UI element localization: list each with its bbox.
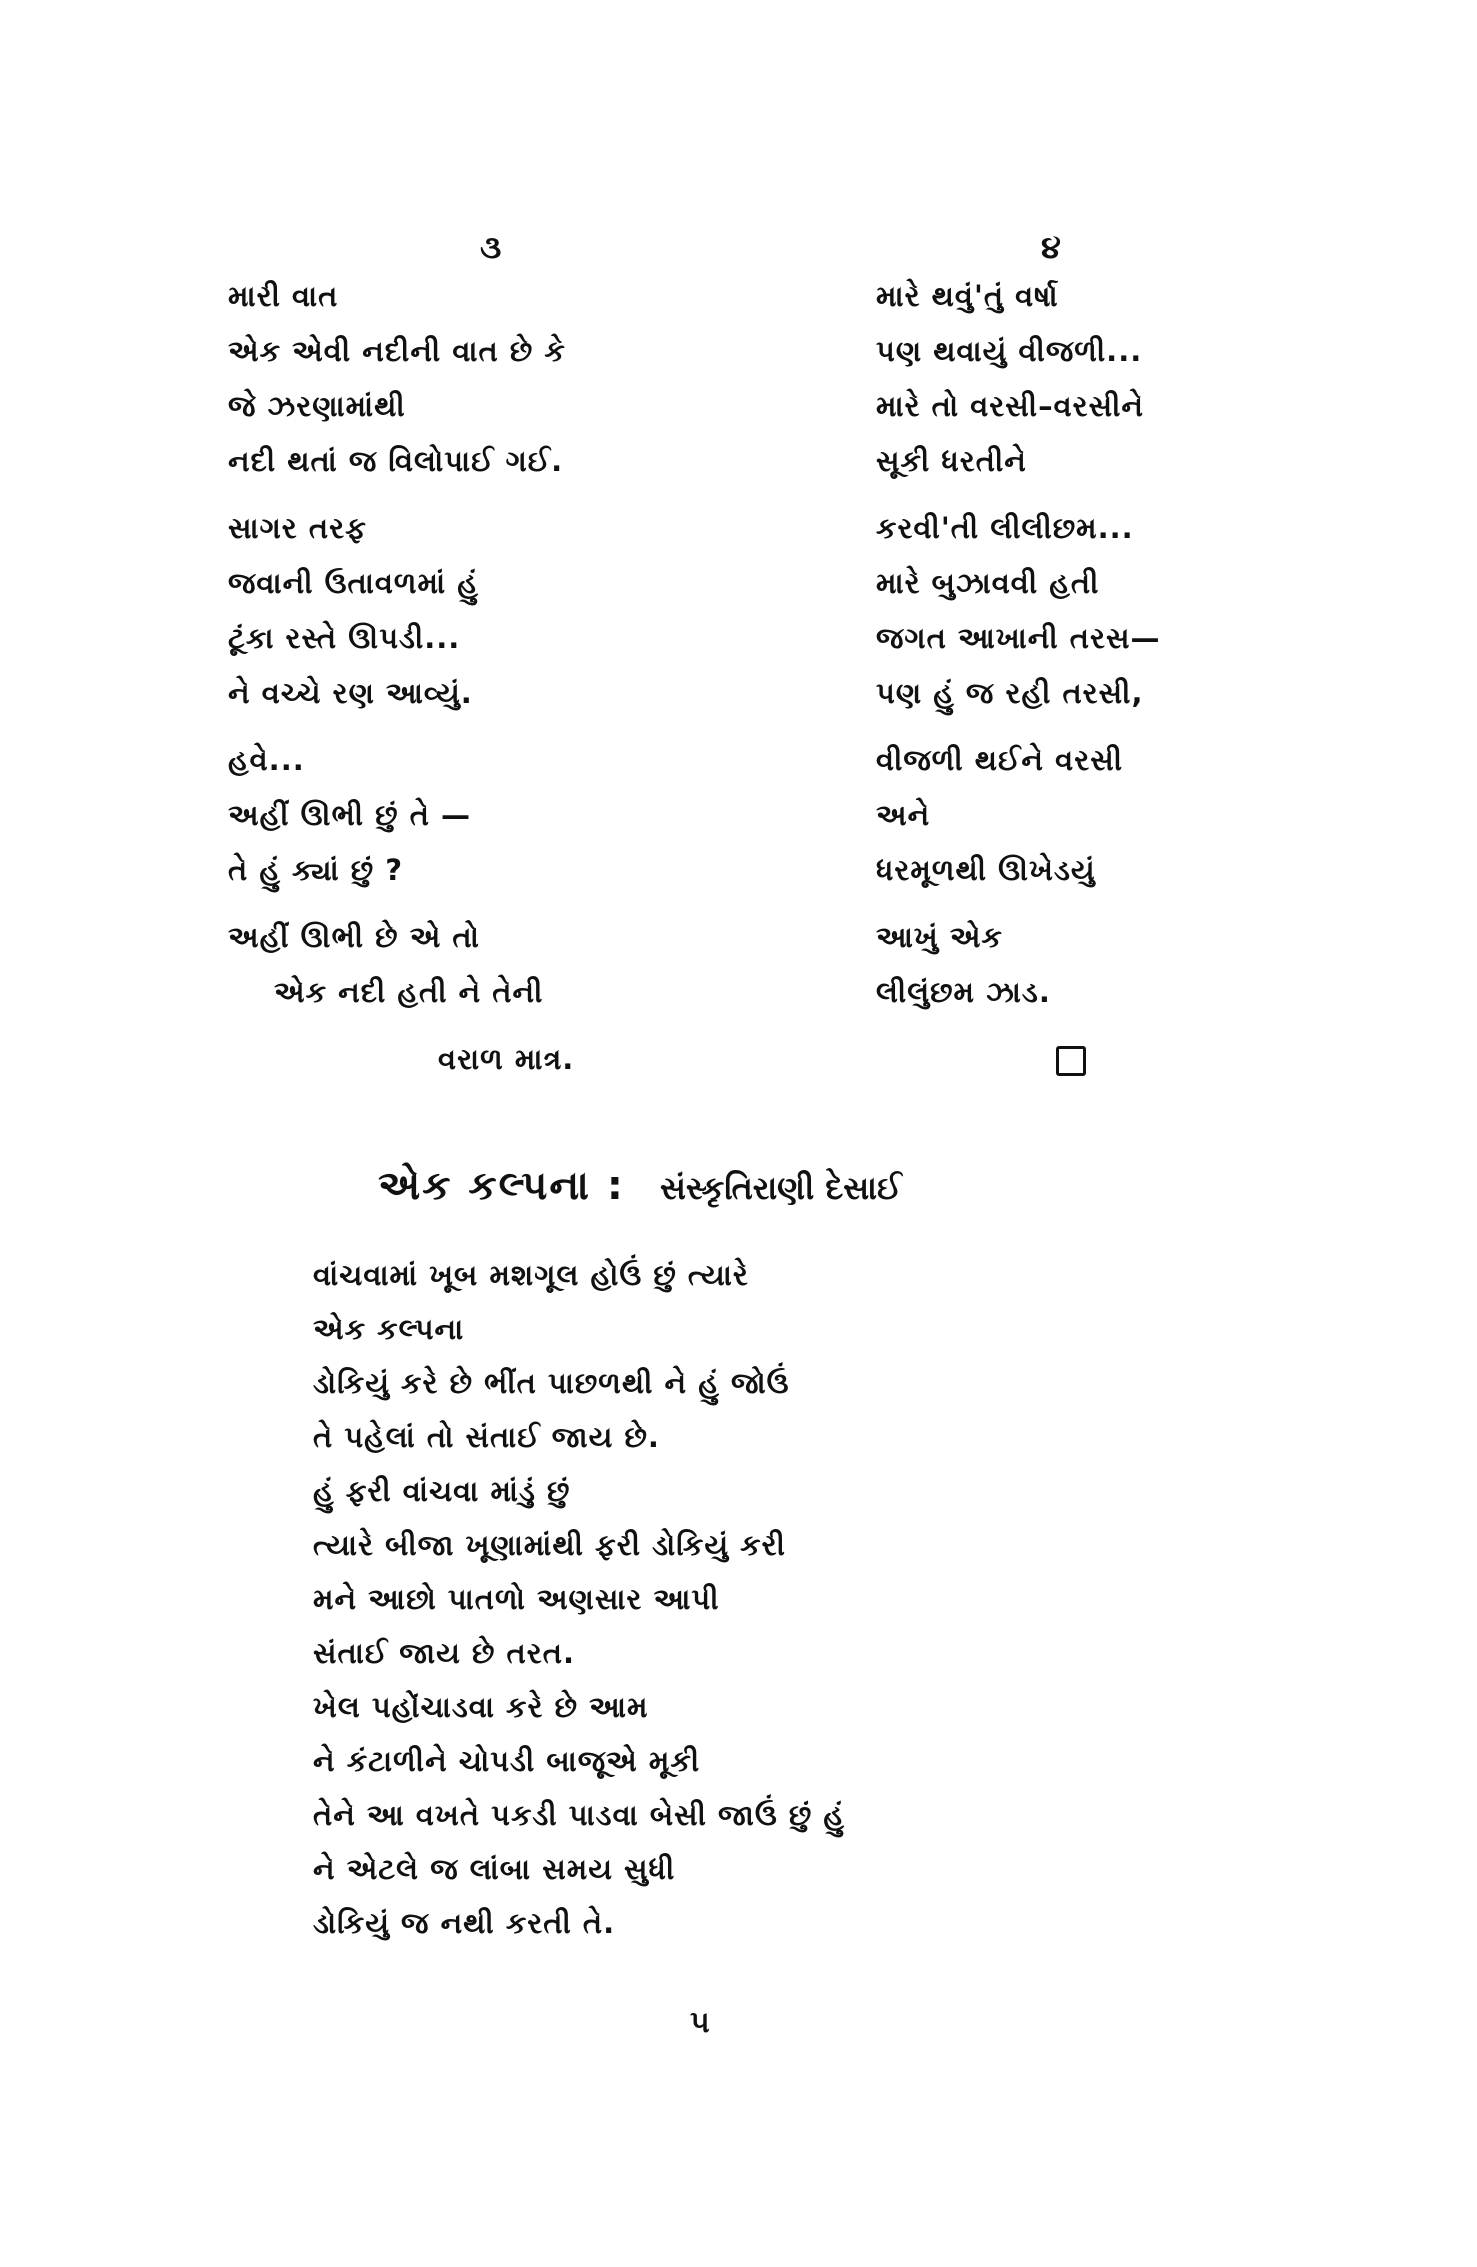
- poem-line: પણ હું જ રહી તરસી,: [876, 676, 1144, 710]
- poem-line: તેને આ વખતે પકડી પાડવા બેસી જાઉં છું હું: [313, 1798, 846, 1832]
- poem-line: વરાળ માત્ર.: [438, 1042, 575, 1076]
- poem-line: સૂકી ધરતીને: [876, 444, 1027, 478]
- poem-line: હું ફરી વાંચવા માંડું છું: [313, 1474, 571, 1508]
- poem-line: એક કલ્પના: [313, 1312, 465, 1346]
- poem-number: ૪: [1041, 228, 1061, 266]
- poem-line: મને આછો પાતળો અણસાર આપી: [313, 1582, 720, 1616]
- poem-line: ત્યારે બીજા ખૂણામાંથી ફરી ડોકિયું કરી: [313, 1528, 786, 1562]
- poem-line: મારે થવું'તું વર્ષા: [876, 279, 1059, 313]
- poem-title: એક કલ્પના :: [378, 1163, 625, 1209]
- poem-number: ૩: [480, 228, 502, 266]
- page-number: ૫: [690, 2005, 710, 2040]
- poem-line: ને એટલે જ લાંબા સમય સુધી: [313, 1852, 676, 1886]
- poem-right-column: [876, 225, 1306, 1087]
- poem-line: સાગર તરફ: [228, 511, 367, 545]
- poem-line: લીલુંછમ ઝાડ.: [876, 975, 1051, 1009]
- poem-line: સંતાઈ જાય છે તરત.: [313, 1636, 575, 1670]
- poem-line: મારે બુઝાવવી હતી: [876, 566, 1100, 600]
- second-poem-body: [313, 1248, 1213, 1950]
- poem-line: ટૂંકા રસ્તે ઊપડી...: [228, 621, 461, 655]
- poem-line: મારી વાત: [228, 279, 339, 313]
- poem-line: હવે...: [228, 743, 305, 777]
- poem-line: વાંચવામાં ખૂબ મશગૂલ હોઉં છું ત્યારે: [313, 1258, 749, 1292]
- poem-line: કરવી'તી લીલીછમ...: [876, 511, 1134, 545]
- poem-line: અહીં ઊભી છે એ તો: [228, 920, 480, 954]
- poem-line: મારે તો વરસી–વરસીને: [876, 389, 1145, 423]
- poem-line: આખું એક: [876, 920, 1003, 954]
- poem-line: અને: [876, 798, 931, 832]
- poem-line: ખેલ પહોંચાડવા કરે છે આમ: [313, 1690, 649, 1724]
- end-mark-line: [876, 1032, 1306, 1087]
- poem-line: તે પહેલાં તો સંતાઈ જાય છે.: [313, 1420, 660, 1454]
- second-poem-heading: [378, 1163, 902, 1209]
- poem-line: એક એવી નદીની વાત છે કે: [228, 334, 566, 368]
- square-end-icon: [1056, 1046, 1086, 1076]
- poem-line: ધરમૂળથી ઊખેડયું: [876, 853, 1096, 887]
- poem-line: ડોકિયું જ નથી કરતી તે.: [313, 1906, 616, 1940]
- poem-line: નદી થતાં જ વિલોપાઈ ગઈ.: [228, 444, 564, 478]
- poem-line: પણ થવાયું વીજળી...: [876, 334, 1143, 368]
- poem-line: તે હું ક્યાં છું ?: [228, 853, 404, 887]
- poem-line: જે ઝરણામાંથી: [228, 389, 406, 423]
- poem-author: સંસ્કૃતિરાણી દેસાઈ: [659, 1169, 902, 1207]
- poem-left-column: [228, 225, 788, 1087]
- poem-line: જગત આખાની તરસ—: [876, 621, 1161, 655]
- poem-line: ડોકિયું કરે છે ભીંત પાછળથી ને હું જોઉં: [313, 1366, 790, 1400]
- poem-line: અહીં ઊભી છું તે —: [228, 798, 472, 832]
- poem-line: ને વચ્ચે રણ આવ્યું.: [228, 676, 473, 710]
- poem-line: એક નદી હતી ને તેની: [274, 975, 544, 1009]
- poem-line: વીજળી થઈને વરસી: [876, 743, 1123, 777]
- poem-line: જવાની ઉતાવળમાં હું: [228, 566, 479, 600]
- poem-line: ને કંટાળીને ચોપડી બાજૂએ મૂકી: [313, 1744, 701, 1778]
